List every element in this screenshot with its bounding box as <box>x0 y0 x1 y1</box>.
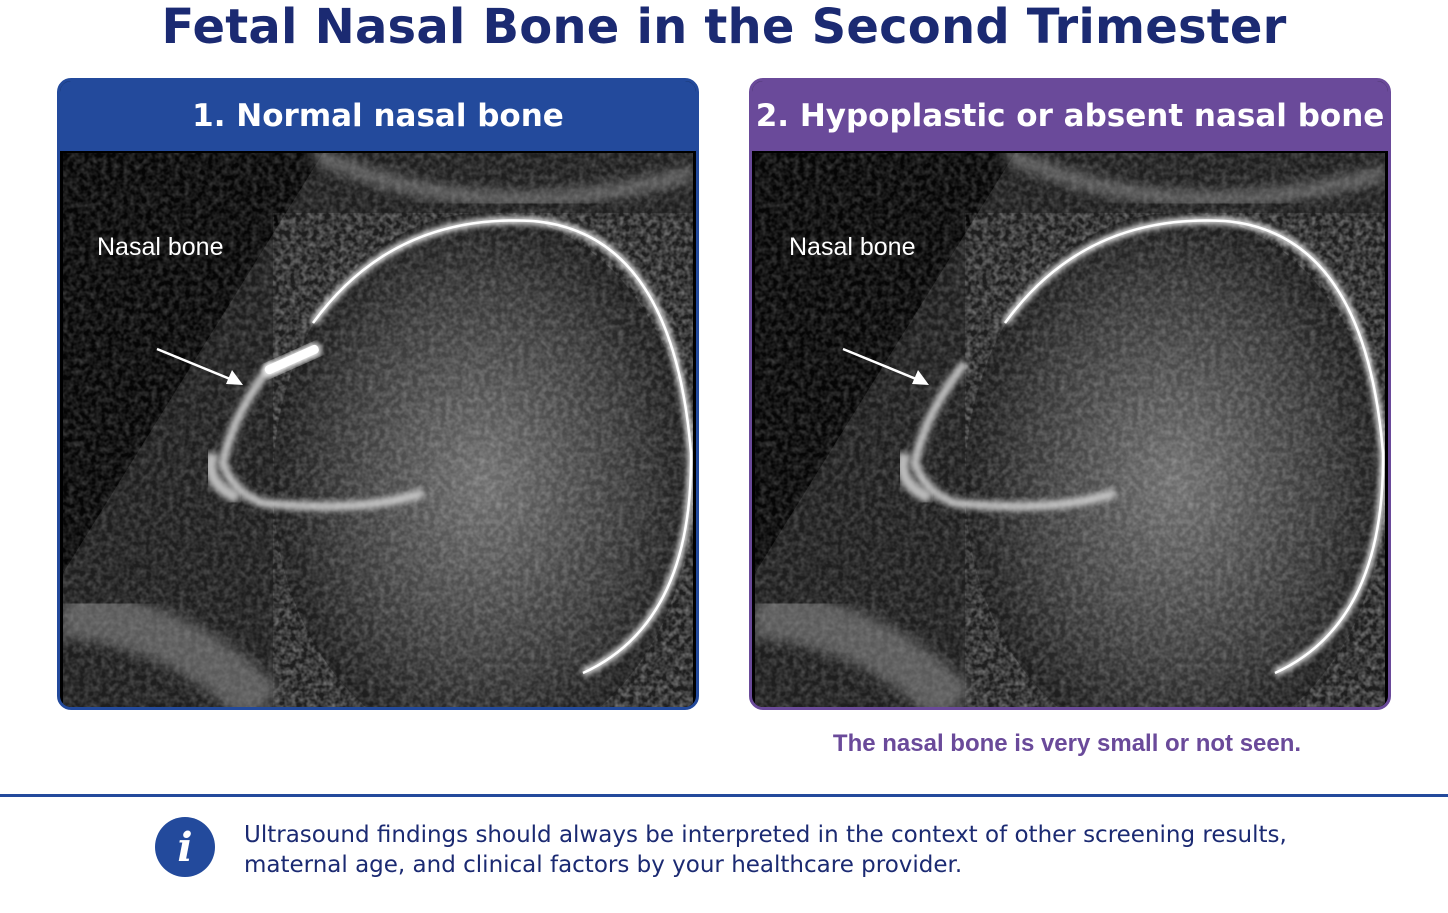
info-icon <box>155 817 215 877</box>
disclaimer-note <box>244 820 1364 880</box>
absent-nasal-bone-caption: The nasal bone is very small or not seen. <box>832 730 1302 757</box>
hypoplastic-nasal-bone-panel <box>749 78 1391 710</box>
note-line-2: maternal age, and clinical factors by your healthcare provider. <box>244 852 963 878</box>
nasal-bone-label: Nasal bone <box>97 233 224 261</box>
page-title: Fetal Nasal Bone in the Second Trimester <box>161 0 1287 55</box>
panel-heading: 1. Normal nasal bone <box>60 81 696 151</box>
info-icon-glyph: i <box>177 823 193 871</box>
note-line-1: Ultrasound findings should always be interpreted in the context of other screening results, <box>244 822 1287 848</box>
panel-heading: 2. Hypoplastic or absent nasal bone <box>752 81 1388 151</box>
normal-nasal-bone-panel <box>57 78 699 710</box>
nasal-bone-label: Nasal bone <box>789 233 916 261</box>
divider <box>0 794 1448 797</box>
